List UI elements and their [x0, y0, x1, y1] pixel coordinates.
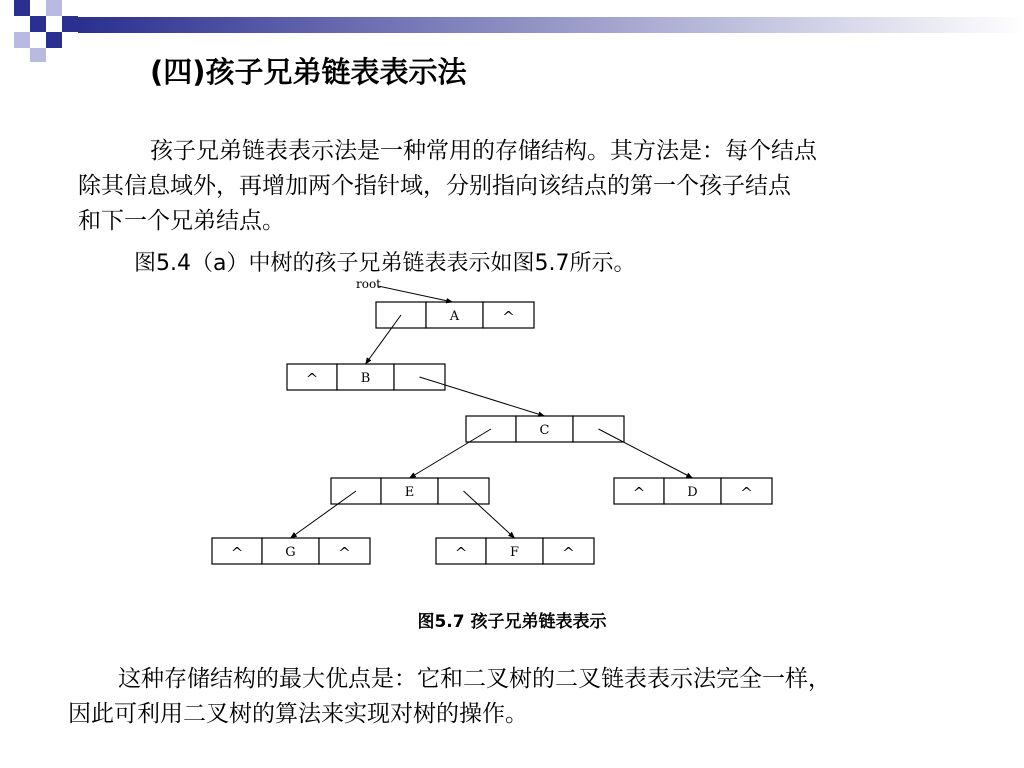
figure-reference: 图5.4（a）中树的孩子兄弟链表表示如图5.7所示。	[134, 251, 636, 276]
null-pointer-symbol: ^	[502, 308, 515, 326]
figure-caption: 图5.7 孩子兄弟链表表示	[417, 612, 607, 632]
null-pointer-symbol: ^	[632, 484, 646, 502]
root-label: root	[356, 277, 382, 291]
node-label: D	[687, 485, 698, 500]
deco-square	[46, 0, 62, 16]
first-child-arrow-E-G	[291, 491, 357, 538]
intro-line: 除其信息域外，再增加两个指针域，分别指向该结点的第一个孩子结点	[78, 173, 791, 199]
null-pointer-symbol: ^	[338, 544, 351, 562]
node-label: B	[360, 371, 371, 386]
intro-paragraph	[78, 134, 983, 239]
header-gradient-bar	[78, 17, 1024, 33]
page-title: (四)孩子兄弟链表表示法	[150, 55, 467, 89]
null-pointer-symbol: ^	[562, 544, 575, 562]
deco-square	[62, 16, 78, 32]
conclusion-line: 这种存储结构的最大优点是：它和二叉树的二叉链表表示法完全一样，	[118, 666, 831, 692]
null-pointer-symbol: ^	[740, 484, 753, 502]
deco-square	[30, 16, 46, 32]
conclusion-paragraph	[68, 662, 1008, 732]
node-label: C	[539, 423, 550, 438]
node-label: A	[449, 309, 460, 324]
first-child-arrow-C-E	[410, 429, 492, 478]
deco-square	[14, 32, 30, 48]
child-sibling-linked-list-diagram	[0, 270, 1024, 600]
node-label: F	[509, 545, 520, 560]
intro-line: 孩子兄弟链表表示法是一种常用的存储结构。其方法是：每个结点	[150, 138, 817, 164]
null-pointer-symbol: ^	[454, 544, 468, 562]
node-label: G	[285, 545, 296, 560]
next-sibling-arrow-C-D	[599, 429, 693, 478]
deco-square	[30, 48, 46, 62]
deco-square	[46, 32, 62, 48]
null-pointer-symbol: ^	[230, 544, 244, 562]
null-pointer-symbol: ^	[305, 370, 319, 388]
root-pointer-arrow	[378, 286, 453, 302]
next-sibling-arrow-B-C	[420, 377, 545, 416]
conclusion-line: 因此可利用二叉树的算法来实现对树的操作。	[68, 701, 528, 727]
deco-square	[14, 0, 30, 16]
node-label: E	[404, 485, 415, 500]
intro-line: 和下一个兄弟结点。	[78, 208, 285, 234]
